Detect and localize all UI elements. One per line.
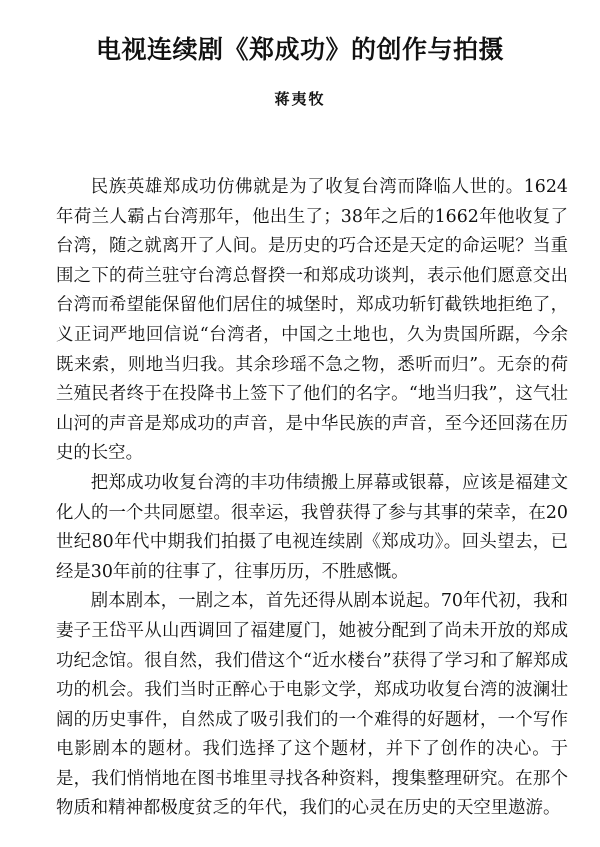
- paragraph: 民族英雄郑成功仿佛就是为了收复台湾而降临人世的。1624年荷兰人霸占台湾那年，他出生了；38年之后的1662年他收复了台湾，随之就离开了人间。是历史的巧合还是天定的命运呢？当重围之下的荷兰驻守台湾总督揆一和郑成功谈判，表示他们愿意交出台湾而希望能保留他们居住的城堡时，郑成功斩钉截铁地拒绝了，义正词严地回信说“台湾者，中国之土地也，久为贵国所踞，今余既来索，则地当归我。其余珍瑶不急之物，悉听而归”。无奈的荷兰殖民者终于在投降书上签下了他们的名字。“地当归我”，这气壮山河的声音是郑成功的声音，是中华民族的声音，至今还回荡在历史的长空。: [56, 177, 568, 464]
- article-title: 电视连续剧《郑成功》的创作与拍摄: [95, 35, 504, 64]
- article-body: [56, 173, 568, 824]
- paragraph: 把郑成功收复台湾的丰功伟绩搬上屏幕或银幕，应该是福建文化人的一个共同愿望。很幸运，我曾获得了参与其事的荣幸，在20世纪80年代中期我们拍摄了电视连续剧《郑成功》。回头望去，已经是30年前的往事了，往事历历，不胜感慨。: [56, 472, 568, 582]
- paragraph: 剧本剧本，一剧之本，首先还得从剧本说起。70年代初，我和妻子王岱平从山西调回了福建厦门，她被分配到了尚未开放的郑成功纪念馆。很自然，我们借这个“近水楼台”获得了学习和了解郑成功的机会。我们当时正醉心于电影文学，郑成功收复台湾的波澜壮阔的历史事件，自然成了吸引我们的一个难得的好题材，一个写作电影剧本的题材。我们选择了这个题材，并下了创作的决心。于是，我们悄悄地在图书堆里寻找各种资料，搜集整理研究。在那个物质和精神都极度贫乏的年代，我们的心灵在历史的天空里遨游。: [56, 591, 568, 819]
- author-name: 蒋夷牧: [274, 90, 326, 108]
